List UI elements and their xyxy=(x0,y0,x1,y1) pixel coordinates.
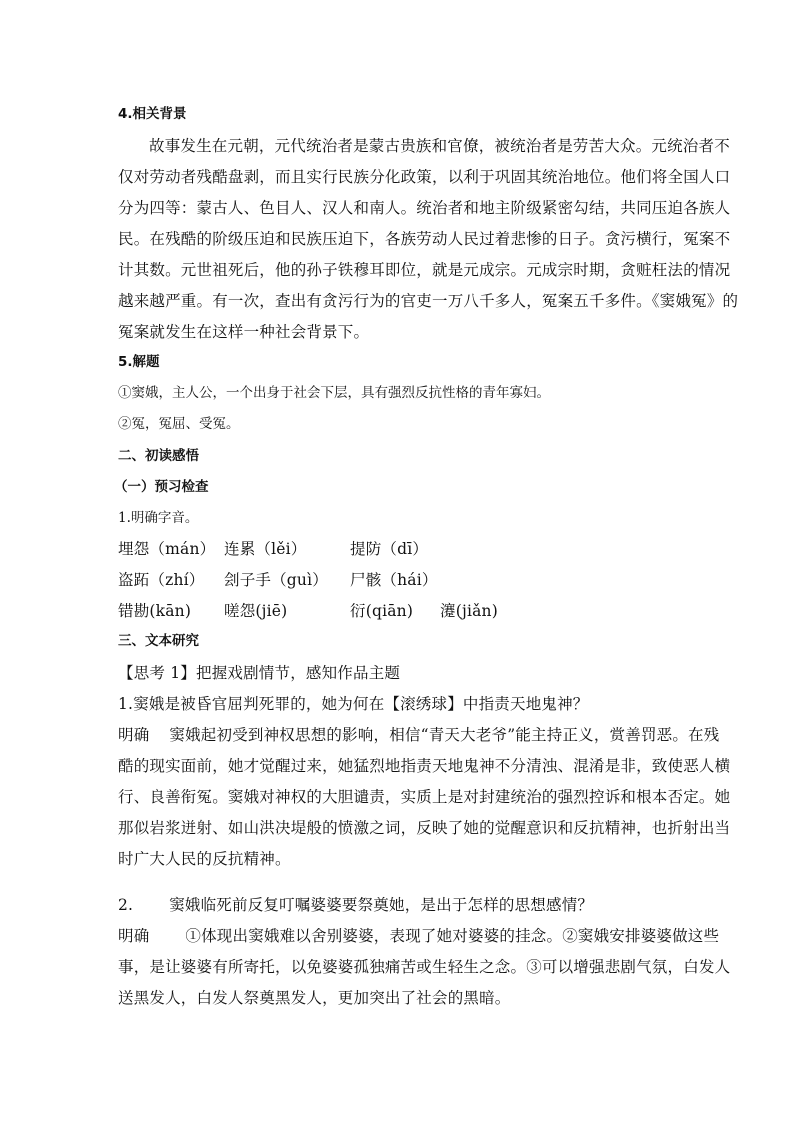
section-subtitle-preview: （一）预习检查 xyxy=(114,479,209,495)
pinyin-item: 埋怨（mán） xyxy=(118,540,216,558)
paragraph-line: 故事发生在元朝，元代统治者是蒙古贵族和官僚，被统治者是劳苦大众。元统治者不 xyxy=(149,137,730,155)
think-heading: 【思考 1】把握戏剧情节，感知作品主题 xyxy=(118,664,401,682)
pinyin-item: 衍(qiān) xyxy=(350,602,414,620)
answer-2-first-line xyxy=(118,929,719,945)
task-pronunciation: 1.明确字音。 xyxy=(118,510,199,526)
question-2 xyxy=(118,898,593,914)
question-1: 1.窦娥是被昏官屈判死罪的，她为何在【滚绣球】中指责天地鬼神？ xyxy=(118,695,589,713)
section-title-reading: 二、初读感悟 xyxy=(118,448,199,464)
answer-line: 时广大人民的反抗精神。 xyxy=(118,850,291,868)
answer-text: 窦娥起初受到神权思想的影响，相信“青天大老爷”能主持正义，赏善罚恶。在残 xyxy=(169,726,720,744)
answer-label: 明确 xyxy=(118,927,150,945)
pinyin-item: 尸骸（hái） xyxy=(350,571,438,589)
pinyin-item: 连累（lěi） xyxy=(224,540,307,558)
explain-item: ①窦娥，主人公，一个出身于社会下层，具有强烈反抗性格的青年寡妇。 xyxy=(118,385,550,401)
answer-1-first-line xyxy=(118,728,719,744)
answer-label: 明确 xyxy=(118,726,150,744)
answer-line: 送黑发人，白发人祭奠黑发人，更加突出了社会的黑暗。 xyxy=(118,989,511,1007)
paragraph-line: 民。在残酷的阶级压迫和民族压迫下，各族劳动人民过着悲惨的日子。贪污横行，冤案不 xyxy=(118,230,731,248)
paragraph-line: 冤案就发生在这样一种社会背景下。 xyxy=(118,323,370,341)
answer-line: 行、良善衔冤。窦娥对神权的大胆谴责，实质上是对封建统治的强烈控诉和根本否定。她 xyxy=(118,788,731,806)
paragraph-line: 越来越严重。有一次，查出有贪污行为的官吏一万八千多人，冤案五千多件。《窦娥冤》的 xyxy=(118,292,739,310)
section-title-explain: 5.解题 xyxy=(118,354,160,370)
explain-item: ②冤，冤屈、受冤。 xyxy=(118,416,240,432)
answer-line: 酷的现实面前，她才觉醒过来，她猛烈地指责天地鬼神不分清浊、混淆是非，致使恶人横 xyxy=(118,757,731,775)
section-title-background: 4.相关背景 xyxy=(118,106,187,122)
pinyin-item: 盗跖（zhí） xyxy=(118,571,205,589)
paragraph-line: 计其数。元世祖死后，他的孙子铁穆耳即位，就是元成宗。元成宗时期，贪赃枉法的情况 xyxy=(118,261,731,279)
paragraph-line: 分为四等：蒙古人、色目人、汉人和南人。统治者和地主阶级紧密勾结，共同压迫各族人 xyxy=(118,199,731,217)
question-number: 2. xyxy=(118,896,134,914)
paragraph-line: 仅对劳动者残酷盘剥，而且实行民族分化政策，以利于巩固其统治地位。他们将全国人口 xyxy=(118,168,731,186)
pinyin-item: 错勘(kān) xyxy=(118,602,192,620)
pinyin-item: 瀽(jiǎn) xyxy=(440,602,498,620)
section-title-study: 三、文本研究 xyxy=(118,633,199,649)
pinyin-item: 嗟怨(jiē) xyxy=(224,602,288,620)
pinyin-item: 刽子手（guì） xyxy=(224,571,328,589)
pinyin-item: 提防（dī） xyxy=(350,540,429,558)
question-text: 窦娥临死前反复叮嘱婆婆要祭奠她，是出于怎样的思想感情？ xyxy=(169,896,594,914)
answer-line: 那似岩浆迸射、如山洪决堤般的愤激之词，反映了她的觉醒意识和反抗精神，也折射出当 xyxy=(118,819,731,837)
answer-text: ①体现出窦娥难以舍别婆婆，表现了她对婆婆的挂念。②窦娥安排婆婆做这些 xyxy=(185,927,720,945)
answer-line: 事，是让婆婆有所寄托，以免婆婆孤独痛苦或生轻生之念。③可以增强悲剧气氛，白发人 xyxy=(118,958,731,976)
